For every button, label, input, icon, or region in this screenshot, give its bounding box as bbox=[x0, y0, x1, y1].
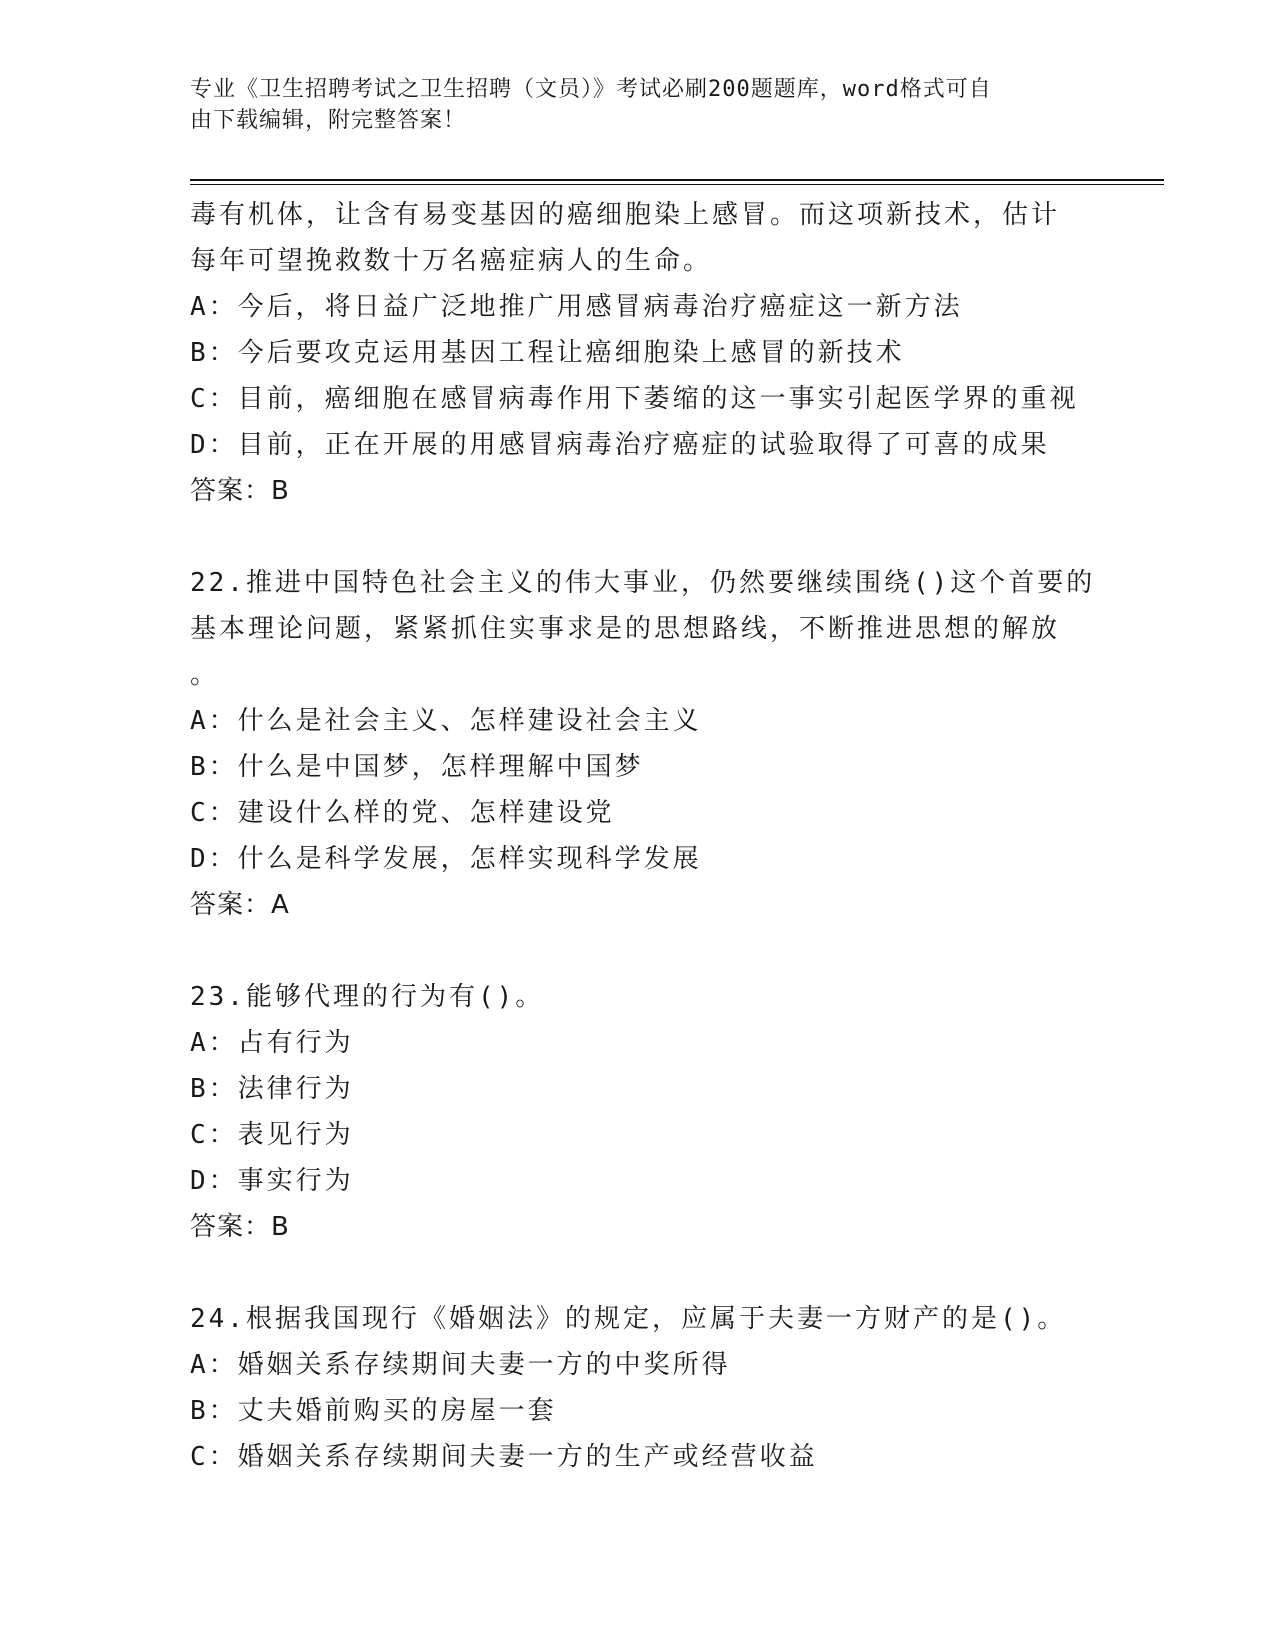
question-stem-line: 22.推进中国特色社会主义的伟大事业，仍然要继续围绕()这个首要的 bbox=[190, 568, 1096, 598]
question-stem-line: 23.能够代理的行为有()。 bbox=[190, 982, 545, 1012]
header-line-2: 由下载编辑，附完整答案！ bbox=[190, 108, 467, 133]
option-a: A：占有行为 bbox=[190, 1028, 354, 1058]
option-c: C：建设什么样的党、怎样建设党 bbox=[190, 798, 615, 828]
option-d: D：目前，正在开展的用感冒病毒治疗癌症的试验取得了可喜的成果 bbox=[190, 430, 1050, 460]
option-c: C：婚姻关系存续期间夫妻一方的生产或经营收益 bbox=[190, 1442, 818, 1472]
spacer bbox=[190, 1250, 1090, 1296]
spacer bbox=[190, 514, 1090, 560]
header-divider-thin bbox=[190, 184, 1164, 185]
question-stem-line: 每年可望挽救数十万名癌症病人的生命。 bbox=[190, 246, 713, 276]
option-b: B：法律行为 bbox=[190, 1074, 354, 1104]
option-d: D：事实行为 bbox=[190, 1166, 354, 1196]
answer-label: 答案：A bbox=[190, 890, 290, 920]
page-header bbox=[190, 74, 1090, 136]
question-22 bbox=[190, 560, 1096, 928]
question-23 bbox=[190, 974, 1090, 1250]
spacer bbox=[190, 928, 1090, 974]
question-stem-line: 24.根据我国现行《婚姻法》的规定，应属于夫妻一方财产的是()。 bbox=[190, 1304, 1067, 1334]
question-list bbox=[190, 192, 1096, 1480]
option-c: C：表见行为 bbox=[190, 1120, 354, 1150]
option-a: A：婚姻关系存续期间夫妻一方的中奖所得 bbox=[190, 1350, 731, 1380]
question-stem-line: 。 bbox=[190, 660, 220, 690]
option-a: A：今后，将日益广泛地推广用感冒病毒治疗癌症这一新方法 bbox=[190, 292, 963, 322]
question-stem-line: 毒有机体，让含有易变基因的癌细胞染上感冒。而这项新技术，估计 bbox=[190, 200, 1061, 230]
question-24 bbox=[190, 1296, 1090, 1480]
header-divider-thick bbox=[190, 179, 1164, 181]
option-c: C：目前，癌细胞在感冒病毒作用下萎缩的这一事实引起医学界的重视 bbox=[190, 384, 1079, 414]
answer-label: 答案：B bbox=[190, 1212, 290, 1242]
option-b: B：什么是中国梦，怎样理解中国梦 bbox=[190, 752, 644, 782]
question-stem-line: 基本理论问题，紧紧抓住实事求是的思想路线，不断推进思想的解放 bbox=[190, 614, 1061, 644]
header-line-1: 专业《卫生招聘考试之卫生招聘（文员）》考试必刷200题题库，word格式可自 bbox=[190, 77, 992, 102]
answer-label: 答案：B bbox=[190, 476, 290, 506]
option-d: D：什么是科学发展，怎样实现科学发展 bbox=[190, 844, 702, 874]
question-21 bbox=[190, 192, 1090, 514]
option-b: B：今后要攻克运用基因工程让癌细胞染上感冒的新技术 bbox=[190, 338, 905, 368]
option-a: A：什么是社会主义、怎样建设社会主义 bbox=[190, 706, 702, 736]
option-b: B：丈夫婚前购买的房屋一套 bbox=[190, 1396, 557, 1426]
